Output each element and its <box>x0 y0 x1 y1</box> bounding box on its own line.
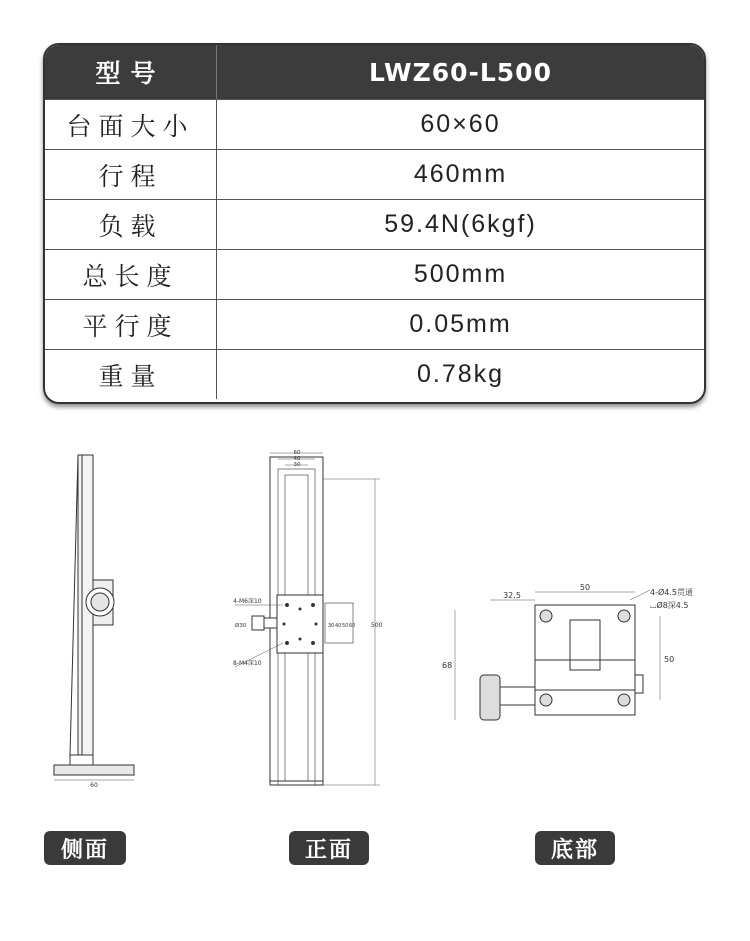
bottom-view-drawing <box>440 580 710 730</box>
side-view-label: 侧面 <box>44 831 126 865</box>
row-value: 460mm <box>413 160 508 188</box>
hole-note-2: 8-M4深10 <box>233 660 262 667</box>
table-row <box>45 199 704 249</box>
side-view-drawing <box>40 445 150 795</box>
dim-offset: 32.5 <box>503 591 521 600</box>
table-row <box>45 299 704 349</box>
dim-right-1: 30 <box>328 623 335 629</box>
row-key: 重量 <box>45 350 217 399</box>
front-view-drawing <box>225 445 390 795</box>
header-key: 型号 <box>45 45 217 99</box>
spec-table-header <box>45 45 704 99</box>
dim-width: 50 <box>579 583 591 592</box>
row-value: 500mm <box>413 260 508 288</box>
spec-table <box>43 43 706 404</box>
dim-side: 50 <box>664 655 675 664</box>
header-value: LWZ60-L500 <box>369 57 552 87</box>
row-value: 59.4N(6kgf) <box>384 210 537 238</box>
hole-note-1: 4-M6深10 <box>233 598 262 605</box>
row-key: 台面大小 <box>45 100 217 149</box>
row-key: 负载 <box>45 200 217 249</box>
row-key: 平行度 <box>45 300 217 349</box>
row-key: 总长度 <box>45 250 217 299</box>
front-view-label: 正面 <box>289 831 369 865</box>
dim-height: 500 <box>371 622 383 629</box>
dim-height: 68 <box>442 661 453 670</box>
dim-base: 60 <box>90 782 98 789</box>
dim-top-1: 60 <box>293 450 301 456</box>
table-row <box>45 249 704 299</box>
dim-right-4: 60 <box>349 623 356 629</box>
row-value: 0.78kg <box>416 360 505 388</box>
dim-knob: Ø30 <box>235 623 247 629</box>
dim-top-2: 40 <box>293 456 301 462</box>
dim-right-2: 40 <box>335 623 342 629</box>
hole-note-b: ⌴Ø8深4.5 <box>650 601 689 610</box>
table-row <box>45 349 704 399</box>
row-value: 0.05mm <box>409 310 512 338</box>
hole-note-a: 4-Ø4.5贯通 <box>650 588 693 597</box>
dim-top-3: 30 <box>293 462 301 468</box>
row-key: 行程 <box>45 150 217 199</box>
table-row <box>45 149 704 199</box>
bottom-view-label: 底部 <box>535 831 615 865</box>
row-value: 60×60 <box>420 110 501 138</box>
table-row <box>45 99 704 149</box>
dim-right-3: 50 <box>342 623 349 629</box>
